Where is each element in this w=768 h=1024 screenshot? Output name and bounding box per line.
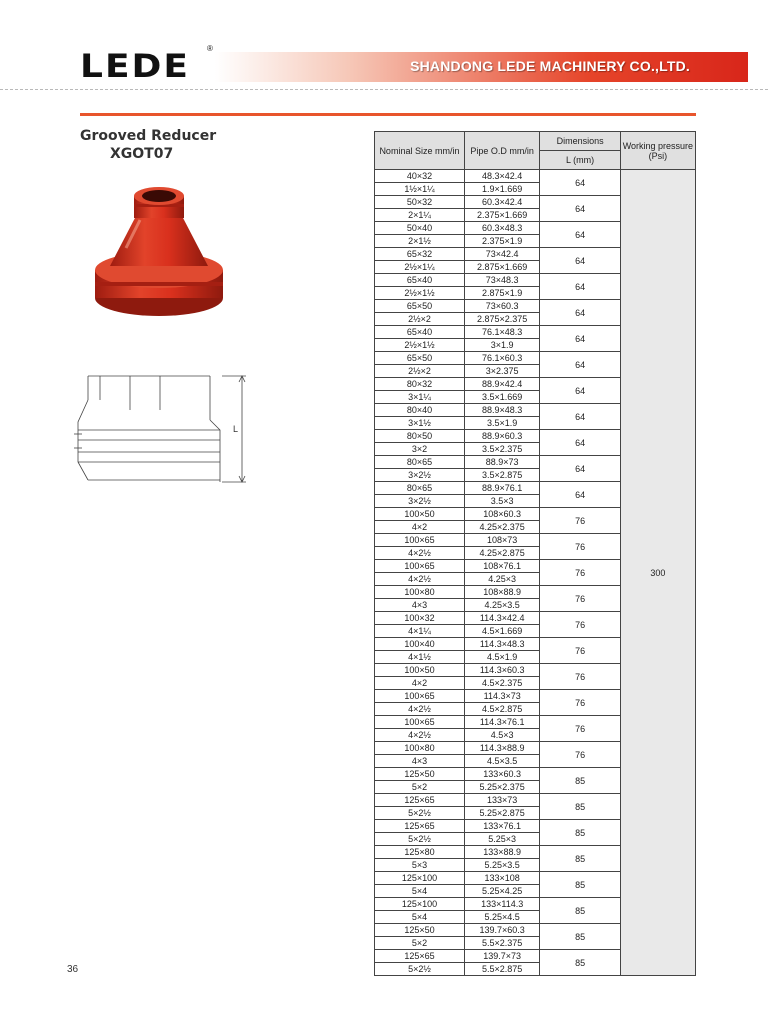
nominal-mm-cell: 100×50 (375, 508, 465, 521)
pipe-od-in-cell: 5.25×3 (464, 833, 540, 846)
pipe-od-in-cell: 5.25×2.375 (464, 781, 540, 794)
nominal-in-cell: 4×1½ (375, 651, 465, 664)
pipe-od-mm-cell: 73×60.3 (464, 300, 540, 313)
nominal-in-cell: 5×2 (375, 781, 465, 794)
dimension-l-cell: 64 (540, 196, 620, 222)
pipe-od-in-cell: 4.25×2.875 (464, 547, 540, 560)
nominal-mm-cell: 125×65 (375, 820, 465, 833)
nominal-mm-cell: 100×80 (375, 586, 465, 599)
nominal-mm-cell: 100×50 (375, 664, 465, 677)
pipe-od-mm-cell: 88.9×42.4 (464, 378, 540, 391)
nominal-in-cell: 5×2½ (375, 807, 465, 820)
nominal-mm-cell: 125×100 (375, 898, 465, 911)
pipe-od-in-cell: 3.5×2.375 (464, 443, 540, 456)
pipe-od-mm-cell: 133×76.1 (464, 820, 540, 833)
pipe-od-mm-cell: 60.3×48.3 (464, 222, 540, 235)
pipe-od-in-cell: 2.375×1.9 (464, 235, 540, 248)
dimension-l-cell: 64 (540, 274, 620, 300)
pipe-od-mm-cell: 88.9×76.1 (464, 482, 540, 495)
product-code: XGOT07 (110, 146, 174, 162)
dimension-l-cell: 64 (540, 300, 620, 326)
pipe-od-in-cell: 3.5×1.669 (464, 391, 540, 404)
nominal-in-cell: 3×2½ (375, 469, 465, 482)
pipe-od-mm-cell: 139.7×73 (464, 950, 540, 963)
nominal-in-cell: 4×2½ (375, 703, 465, 716)
header-nominal-size: Nominal Size mm/in (375, 132, 465, 170)
pipe-od-mm-cell: 73×42.4 (464, 248, 540, 261)
pipe-od-mm-cell: 76.1×48.3 (464, 326, 540, 339)
nominal-mm-cell: 100×80 (375, 742, 465, 755)
pipe-od-in-cell: 3.5×3 (464, 495, 540, 508)
nominal-in-cell: 3×2 (375, 443, 465, 456)
header-working-pressure: Working pressure (Psi) (620, 132, 695, 170)
dimension-l-cell: 76 (540, 716, 620, 742)
nominal-in-cell: 4×2 (375, 677, 465, 690)
dimension-l-cell: 64 (540, 430, 620, 456)
pipe-od-in-cell: 1.9×1.669 (464, 183, 540, 196)
pipe-od-in-cell: 4.5×1.669 (464, 625, 540, 638)
nominal-in-cell: 4×2½ (375, 547, 465, 560)
nominal-mm-cell: 125×50 (375, 768, 465, 781)
pipe-od-in-cell: 4.25×3 (464, 573, 540, 586)
nominal-in-cell: 2½×2 (375, 365, 465, 378)
nominal-in-cell: 3×2½ (375, 495, 465, 508)
pipe-od-mm-cell: 108×60.3 (464, 508, 540, 521)
nominal-in-cell: 2½×1¼ (375, 261, 465, 274)
pipe-od-mm-cell: 108×73 (464, 534, 540, 547)
pipe-od-mm-cell: 88.9×73 (464, 456, 540, 469)
pipe-od-mm-cell: 133×88.9 (464, 846, 540, 859)
nominal-mm-cell: 50×40 (375, 222, 465, 235)
pipe-od-in-cell: 4.25×2.375 (464, 521, 540, 534)
dimension-l-cell: 76 (540, 638, 620, 664)
nominal-mm-cell: 125×50 (375, 924, 465, 937)
dimension-l-cell: 64 (540, 170, 620, 196)
pipe-od-mm-cell: 114.3×88.9 (464, 742, 540, 755)
pipe-od-in-cell: 5.25×2.875 (464, 807, 540, 820)
nominal-mm-cell: 80×50 (375, 430, 465, 443)
dimension-l-cell: 76 (540, 664, 620, 690)
pipe-od-mm-cell: 48.3×42.4 (464, 170, 540, 183)
nominal-in-cell: 5×4 (375, 885, 465, 898)
nominal-mm-cell: 100×65 (375, 690, 465, 703)
registered-mark: ® (207, 44, 213, 53)
pipe-od-in-cell: 3.5×1.9 (464, 417, 540, 430)
nominal-mm-cell: 65×32 (375, 248, 465, 261)
pipe-od-in-cell: 3.5×2.875 (464, 469, 540, 482)
nominal-in-cell: 2×1½ (375, 235, 465, 248)
dimension-l-cell: 85 (540, 846, 620, 872)
dimension-l-cell: 64 (540, 378, 620, 404)
header-divider (0, 89, 768, 90)
accent-rule (80, 113, 696, 116)
nominal-in-cell: 5×2 (375, 937, 465, 950)
dimension-l-cell: 85 (540, 898, 620, 924)
pipe-od-mm-cell: 133×73 (464, 794, 540, 807)
nominal-mm-cell: 100×32 (375, 612, 465, 625)
pipe-od-in-cell: 3×2.375 (464, 365, 540, 378)
pipe-od-mm-cell: 133×108 (464, 872, 540, 885)
pipe-od-mm-cell: 76.1×60.3 (464, 352, 540, 365)
nominal-in-cell: 4×3 (375, 755, 465, 768)
header-dim-unit: L (mm) (540, 151, 620, 170)
pipe-od-mm-cell: 133×114.3 (464, 898, 540, 911)
pipe-od-mm-cell: 88.9×48.3 (464, 404, 540, 417)
dimension-l-cell: 85 (540, 924, 620, 950)
pipe-od-in-cell: 4.5×2.875 (464, 703, 540, 716)
nominal-mm-cell: 65×50 (375, 300, 465, 313)
pipe-od-in-cell: 4.5×3 (464, 729, 540, 742)
dimension-l-cell: 64 (540, 456, 620, 482)
dimension-label-l: L (233, 424, 239, 434)
nominal-mm-cell: 40×32 (375, 170, 465, 183)
nominal-in-cell: 3×1½ (375, 417, 465, 430)
nominal-mm-cell: 65×40 (375, 326, 465, 339)
working-pressure-cell: 300 (620, 170, 695, 976)
dimension-l-cell: 85 (540, 768, 620, 794)
dimension-l-cell: 76 (540, 586, 620, 612)
nominal-in-cell: 4×1¼ (375, 625, 465, 638)
nominal-in-cell: 4×2½ (375, 729, 465, 742)
product-title: Grooved Reducer (80, 128, 217, 144)
table-row (375, 170, 696, 183)
nominal-mm-cell: 100×65 (375, 716, 465, 729)
dimension-l-cell: 76 (540, 612, 620, 638)
pipe-od-in-cell: 4.25×3.5 (464, 599, 540, 612)
pipe-od-in-cell: 5.25×4.25 (464, 885, 540, 898)
nominal-mm-cell: 80×65 (375, 482, 465, 495)
nominal-in-cell: 5×2½ (375, 963, 465, 976)
nominal-in-cell: 2½×1½ (375, 339, 465, 352)
pipe-od-in-cell: 4.5×3.5 (464, 755, 540, 768)
nominal-mm-cell: 125×65 (375, 950, 465, 963)
nominal-mm-cell: 125×65 (375, 794, 465, 807)
dimension-l-cell: 64 (540, 248, 620, 274)
nominal-in-cell: 3×1¼ (375, 391, 465, 404)
dimension-l-cell: 76 (540, 508, 620, 534)
pipe-od-in-cell: 5.5×2.375 (464, 937, 540, 950)
pipe-od-mm-cell: 133×60.3 (464, 768, 540, 781)
pipe-od-mm-cell: 88.9×60.3 (464, 430, 540, 443)
dimension-l-cell: 76 (540, 560, 620, 586)
pipe-od-in-cell: 2.875×1.9 (464, 287, 540, 300)
nominal-in-cell: 4×3 (375, 599, 465, 612)
pipe-od-in-cell: 5.25×3.5 (464, 859, 540, 872)
nominal-mm-cell: 125×100 (375, 872, 465, 885)
dimension-l-cell: 64 (540, 222, 620, 248)
pipe-od-in-cell: 2.875×2.375 (464, 313, 540, 326)
pipe-od-mm-cell: 108×76.1 (464, 560, 540, 573)
dimension-l-cell: 76 (540, 690, 620, 716)
dimension-l-cell: 64 (540, 352, 620, 378)
dimension-l-cell: 85 (540, 794, 620, 820)
pipe-od-mm-cell: 108×88.9 (464, 586, 540, 599)
pipe-od-mm-cell: 114.3×42.4 (464, 612, 540, 625)
dimension-l-cell: 76 (540, 534, 620, 560)
product-photo (86, 178, 236, 328)
pipe-od-mm-cell: 114.3×76.1 (464, 716, 540, 729)
pipe-od-mm-cell: 114.3×48.3 (464, 638, 540, 651)
nominal-in-cell: 2×1¼ (375, 209, 465, 222)
nominal-mm-cell: 50×32 (375, 196, 465, 209)
pipe-od-mm-cell: 114.3×73 (464, 690, 540, 703)
dimension-l-cell: 85 (540, 950, 620, 976)
nominal-in-cell: 2½×2 (375, 313, 465, 326)
page-number: 36 (67, 964, 79, 975)
pipe-od-in-cell: 3×1.9 (464, 339, 540, 352)
company-name: SHANDONG LEDE MACHINERY CO.,LTD. (410, 58, 690, 74)
header-banner (215, 52, 748, 82)
pipe-od-mm-cell: 73×48.3 (464, 274, 540, 287)
nominal-in-cell: 4×2 (375, 521, 465, 534)
pipe-od-mm-cell: 114.3×60.3 (464, 664, 540, 677)
dimension-l-cell: 64 (540, 482, 620, 508)
cross-section-drawing (70, 370, 260, 490)
nominal-mm-cell: 100×65 (375, 534, 465, 547)
company-logo: LEDE (80, 48, 191, 85)
pipe-od-in-cell: 4.5×1.9 (464, 651, 540, 664)
pipe-od-in-cell: 2.875×1.669 (464, 261, 540, 274)
nominal-mm-cell: 80×40 (375, 404, 465, 417)
dimension-l-cell: 85 (540, 820, 620, 846)
nominal-mm-cell: 80×32 (375, 378, 465, 391)
pipe-od-mm-cell: 60.3×42.4 (464, 196, 540, 209)
dimension-l-cell: 64 (540, 326, 620, 352)
nominal-in-cell: 5×4 (375, 911, 465, 924)
pipe-od-in-cell: 2.375×1.669 (464, 209, 540, 222)
header-pipe-od: Pipe O.D mm/in (464, 132, 540, 170)
nominal-in-cell: 5×2½ (375, 833, 465, 846)
dimension-l-cell: 76 (540, 742, 620, 768)
pipe-od-in-cell: 5.5×2.875 (464, 963, 540, 976)
nominal-mm-cell: 65×40 (375, 274, 465, 287)
nominal-mm-cell: 80×65 (375, 456, 465, 469)
header-dimensions: Dimensions (540, 132, 620, 151)
nominal-in-cell: 4×2½ (375, 573, 465, 586)
nominal-in-cell: 2½×1½ (375, 287, 465, 300)
dimension-l-cell: 85 (540, 872, 620, 898)
nominal-mm-cell: 100×65 (375, 560, 465, 573)
pipe-od-mm-cell: 139.7×60.3 (464, 924, 540, 937)
pipe-od-in-cell: 5.25×4.5 (464, 911, 540, 924)
spec-table (374, 131, 696, 976)
dimension-l-cell: 64 (540, 404, 620, 430)
nominal-mm-cell: 100×40 (375, 638, 465, 651)
pipe-od-in-cell: 4.5×2.375 (464, 677, 540, 690)
nominal-mm-cell: 125×80 (375, 846, 465, 859)
nominal-in-cell: 5×3 (375, 859, 465, 872)
nominal-mm-cell: 65×50 (375, 352, 465, 365)
nominal-in-cell: 1½×1¼ (375, 183, 465, 196)
